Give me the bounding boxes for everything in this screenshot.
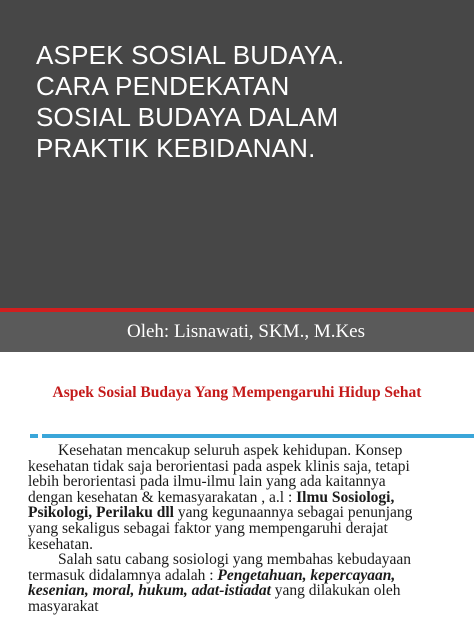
paragraph-2 [28, 552, 468, 614]
divider [0, 352, 474, 353]
text-line: Kesehatan mencakup seluruh aspek kehidupan. Konsep [58, 442, 403, 459]
title-panel [0, 0, 474, 308]
text-line [28, 490, 468, 506]
text-line [28, 505, 468, 521]
bold-italic-run: Pengetahuan, kepercayaan, [217, 566, 396, 584]
text-run: yang dilakukan oleh [270, 582, 401, 600]
section-heading: Aspek Sosial Budaya Yang Mempengaruhi Hidup Sehat [52, 384, 422, 401]
text-line [28, 583, 468, 599]
bold-run: Ilmu Sosiologi, [296, 488, 395, 506]
text-line: masyarakat [28, 597, 99, 615]
text-line: Salah satu cabang sosiologi yang membahas kebudayaan [58, 551, 411, 568]
heading-rule [42, 434, 474, 438]
paragraph-1 [28, 443, 468, 552]
title-line: PRAKTIK KEBIDANAN. [36, 133, 316, 163]
text-line: kesehatan tidak saja berorientasi pada aspek klinis saja, tetapi [28, 457, 410, 475]
text-line: yang sekaligus sebagai faktor yang mempengaruhi derajat [28, 519, 388, 537]
text-line [28, 568, 468, 584]
subtitle-bar [0, 312, 474, 352]
title-line: SOSIAL BUDAYA DALAM [36, 102, 339, 132]
bold-italic-run: kesenian, moral, hukum, adat-istiadat [28, 582, 271, 600]
text-run: termasuk didalamnya adalah : [28, 566, 218, 584]
slide-title [36, 40, 456, 164]
text-run: yang kegunaannya sebagai penunjang [173, 504, 413, 522]
text-line: kesehatan. [28, 535, 93, 553]
author-subtitle: Oleh: Lisnawati, SKM., M.Kes [127, 321, 366, 342]
text-line: lebih berorientasi pada ilmu-ilmu lain yang ada kaitannya [28, 473, 386, 491]
text-run: dengan kesehatan & kemasyarakatan , a.l : [28, 488, 297, 506]
title-line: CARA PENDEKATAN [36, 71, 290, 101]
bold-run: Psikologi, Perilaku dll [28, 504, 174, 522]
rule-cap [30, 434, 38, 438]
title-line: ASPEK SOSIAL BUDAYA. [36, 40, 345, 70]
